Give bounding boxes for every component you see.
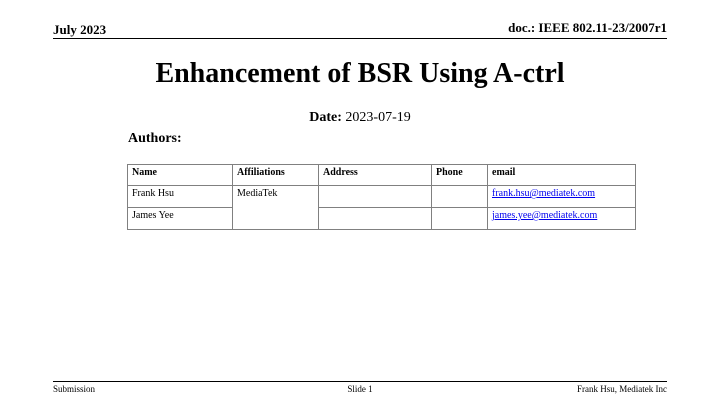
header-doc-id: doc.: IEEE 802.11-23/2007r1 <box>508 20 667 35</box>
author-name: James Yee <box>128 208 233 230</box>
slide-title: Enhancement of BSR Using A-ctrl <box>155 58 565 89</box>
table-row <box>128 186 636 208</box>
header-divider <box>53 38 667 39</box>
author-email-link[interactable]: james.yee@mediatek.com <box>492 210 598 221</box>
header-phone: Phone <box>432 165 488 186</box>
date-value: 2023-07-19 <box>345 110 411 125</box>
author-phone <box>432 208 488 230</box>
author-address <box>319 186 432 208</box>
table-row <box>128 208 636 230</box>
author-affiliation: MediaTek <box>233 186 319 230</box>
author-address <box>319 208 432 230</box>
footer-left: Submission <box>53 384 96 394</box>
table-header-row <box>128 165 636 186</box>
date-label: Date: <box>309 110 342 125</box>
footer-right: Frank Hsu, Mediatek Inc <box>577 384 667 394</box>
slide-number: Slide 1 <box>347 384 373 394</box>
footer-divider <box>53 381 667 382</box>
author-phone <box>432 186 488 208</box>
header-affiliations: Affiliations <box>233 165 319 186</box>
author-email-cell <box>488 186 636 208</box>
authors-table <box>127 164 636 230</box>
author-email-link[interactable]: frank.hsu@mediatek.com <box>492 188 596 199</box>
date-line <box>0 110 720 126</box>
authors-heading: Authors: <box>128 131 182 146</box>
header-date: July 2023 <box>53 22 107 37</box>
author-email-cell <box>488 208 636 230</box>
header-address: Address <box>319 165 432 186</box>
header-name: Name <box>128 165 233 186</box>
author-name: Frank Hsu <box>128 186 233 208</box>
header-email: email <box>488 165 636 186</box>
